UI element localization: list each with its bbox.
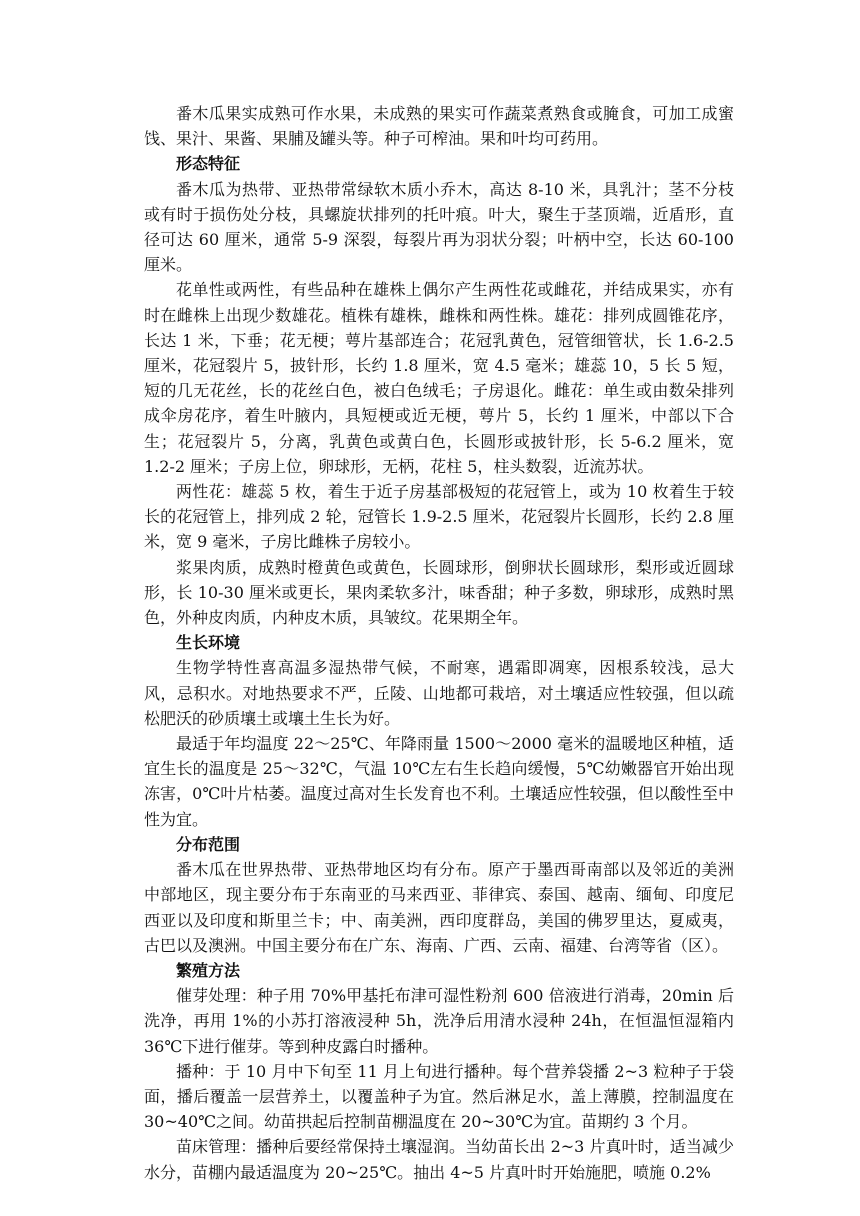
environment-paragraph-1: 生物学特性喜高温多湿热带气候，不耐寒，遇霜即凋寒，因根系较浅，忌大风，忌积水。对地热要求不严，丘陵、山地都可栽培，对土壤适应性较强，但以疏松肥沃的砂质壤土或壤土生长为好。 (144, 658, 734, 728)
intro-paragraph: 番木瓜果实成熟可作水果，未成熟的果实可作蔬菜煮熟食或腌食，可加工成蜜饯、果汁、果酱、果脯及罐头等。种子可榨油。果和叶均可药用。 (144, 104, 734, 149)
section-heading-distribution: 分布范围 (176, 834, 241, 854)
morphology-paragraph-2: 花单性或两性，有些品种在雄株上偶尔产生两性花或雌花，并结成果实，亦有时在雌株上出现少数雄花。植株有雄株，雌株和两性株。雄花：排列成圆锥花序，长达 1 米，下垂；花无梗；萼片基部连合；花冠乳黄色，冠管细管状，长 1.6-2.5 厘米，花冠裂片 5，披针形，长约 1.8 厘米，宽 4.5 毫米；雄蕊 10，5 长 5 短，短的几无花丝，长的花丝白色，被白色绒毛；子房退化。雌花：单生或由数朵排列成伞房花序，着生叶腋内，具短梗或近无梗，萼片 5，长约 1 厘米，中部以下合生；花冠裂片 5，分离，乳黄色或黄白色，长圆形或披针形，长 5-6.2 厘米，宽 1.2-2 厘米；子房上位，卵球形，无柄，花柱 5，柱头数裂，近流苏状。 (144, 280, 734, 476)
propagation-paragraph-1: 催芽处理：种子用 70%甲基托布津可湿性粉剂 600 倍液进行消毒，20min 后洗净，再用 1%的小苏打溶液浸种 5h，洗净后用清水浸种 24h，在恒温恒湿箱内 36℃下进行催芽。等到种皮露白时播种。 (144, 986, 734, 1056)
propagation-paragraph-3: 苗床管理：播种后要经常保持土壤湿润。当幼苗长出 2~3 片真叶时，适当减少水分，苗棚内最适温度为 20~25℃。抽出 4~5 片真叶时开始施肥，喷施 0.2% (144, 1137, 734, 1182)
morphology-paragraph-1: 番木瓜为热带、亚热带常绿软木质小乔木，高达 8-10 米，具乳汁；茎不分枝或有时于损伤处分枝，具螺旋状排列的托叶痕。叶大，聚生于茎顶端，近盾形，直径可达 60 厘米，通常 5-9 深裂，每裂片再为羽状分裂；叶柄中空，长达 60-100 厘米。 (144, 179, 734, 275)
propagation-paragraph-2: 播种：于 10 月中下旬至 11 月上旬进行播种。每个营养袋播 2~3 粒种子于袋面，播后覆盖一层营养土，以覆盖种子为宜。然后淋足水，盖上薄膜，控制温度在 30~40℃之间。幼苗拱起后控制苗棚温度在 20~30℃为宜。苗期约 3 个月。 (144, 1061, 734, 1132)
section-heading-environment: 生长环境 (176, 633, 241, 653)
environment-paragraph-2: 最适于年均温度 22～25℃、年降雨量 1500～2000 毫米的温暖地区种植，适宜生长的温度是 25～32℃，气温 10℃左右生长趋向缓慢，5℃幼嫩器官开始出现冻害，0℃叶片枯萎。温度过高对生长发育也不利。土壤适应性较强，但以酸性至中性为宜。 (144, 734, 734, 829)
morphology-paragraph-3: 两性花：雄蕊 5 枚，着生于近子房基部极短的花冠管上，或为 10 枚着生于较长的花冠管上，排列成 2 轮，冠管长 1.9-2.5 厘米，花冠裂片长圆形，长约 2.8 厘米，宽 9 毫米，子房比雌株子房较小。 (144, 482, 734, 552)
morphology-paragraph-4: 浆果肉质，成熟时橙黄色或黄色，长圆球形，倒卵状长圆球形，梨形或近圆球形，长 10-30 厘米或更长，果肉柔软多汁，味香甜；种子多数，卵球形，成熟时黑色，外种皮肉质，内种皮木质，具皱纹。花果期全年。 (144, 557, 734, 628)
section-heading-morphology: 形态特征 (176, 154, 241, 174)
document-body (144, 101, 734, 1185)
section-heading-propagation: 繁殖方法 (176, 960, 241, 980)
distribution-paragraph-1: 番木瓜在世界热带、亚热带地区均有分布。原产于墨西哥南部以及邻近的美洲中部地区，现主要分布于东南亚的马来西亚、菲律宾、泰国、越南、缅甸、印度尼西亚以及印度和斯里兰卡；中、南美洲，西印度群岛，美国的佛罗里达，夏威夷，古巴以及澳洲。中国主要分布在广东、海南、广西、云南、福建、台湾等省（区）。 (144, 860, 734, 955)
